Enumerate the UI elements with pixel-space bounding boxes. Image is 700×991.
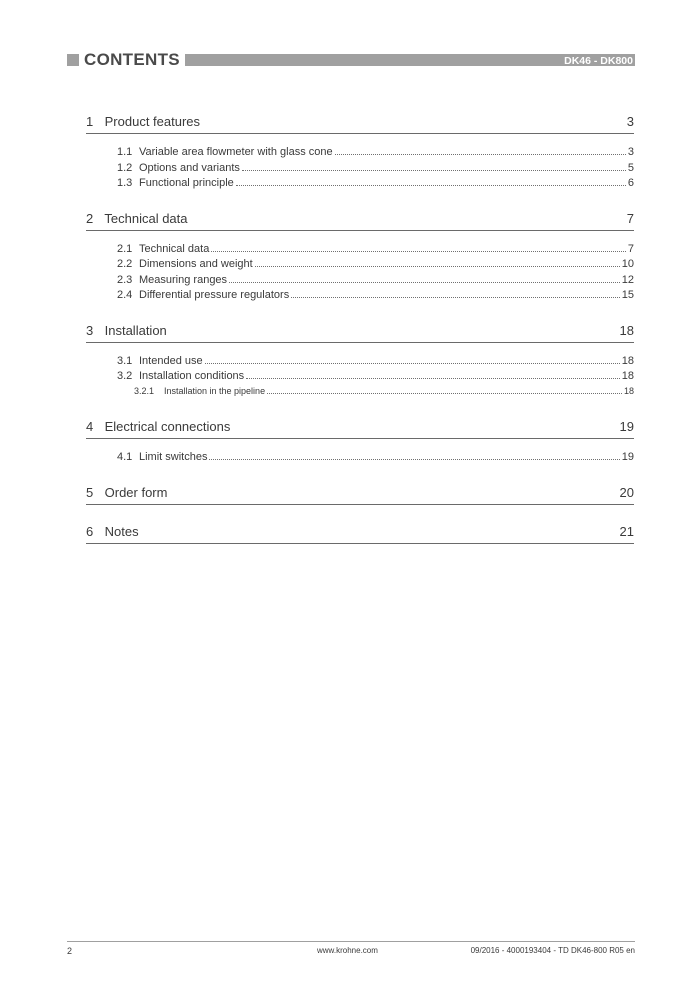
toc-section-number: 1.1	[117, 146, 133, 158]
page-footer	[67, 941, 635, 956]
toc-section-entry[interactable]	[86, 146, 634, 162]
toc-section-title: Intended use	[139, 354, 203, 367]
toc-section-entry[interactable]	[86, 243, 634, 259]
toc-section-number: 2.2	[117, 258, 133, 270]
toc-section-entry[interactable]	[86, 289, 634, 305]
toc-chapter-title: Product features	[104, 114, 201, 129]
page-header	[67, 52, 635, 68]
dot-leader	[291, 296, 620, 298]
toc-section-entry[interactable]	[86, 162, 634, 178]
toc-section-page: 6	[627, 177, 634, 189]
toc-section-entry[interactable]	[86, 274, 634, 290]
toc-section-page: 18	[623, 385, 634, 396]
dot-leader	[267, 392, 622, 394]
toc-chapter-page: 21	[619, 523, 634, 539]
toc-section-page: 12	[621, 273, 634, 286]
dot-leader	[205, 362, 620, 364]
footer-url[interactable]: www.krohne.com	[317, 946, 378, 955]
toc-section-page: 18	[621, 354, 634, 367]
toc-section-list	[86, 231, 634, 315]
toc-chapter-number: 2	[86, 210, 94, 226]
toc-section-page: 15	[621, 289, 634, 301]
toc-section-title: Variable area flowmeter with glass cone	[139, 146, 333, 158]
toc-section-entry[interactable]	[86, 177, 634, 193]
header-square-mark	[67, 54, 79, 66]
toc-chapter-heading	[86, 114, 200, 129]
toc-section-entry[interactable]	[86, 370, 634, 386]
chapter-spacer	[86, 505, 634, 516]
toc-section-list	[86, 439, 634, 477]
toc-section-list	[86, 134, 634, 203]
toc-section-page: 3	[627, 146, 634, 158]
toc-chapter-title: Electrical connections	[104, 419, 231, 434]
toc-chapter-heading	[86, 211, 188, 226]
toc-section-number: 3.2	[117, 370, 133, 382]
toc-section-number: 3.2.1	[134, 385, 155, 396]
header-bar	[185, 54, 635, 66]
toc-section-page: 5	[627, 161, 634, 174]
dot-leader	[242, 169, 626, 171]
toc-section-entry[interactable]	[86, 258, 634, 274]
dot-leader	[209, 458, 619, 460]
toc-chapter-entry[interactable]	[86, 106, 634, 134]
footer-document-id: 09/2016 - 4000193404 - TD DK46-800 R05 en	[470, 946, 635, 955]
toc-chapter-title: Technical data	[104, 210, 188, 226]
toc-section-page: 7	[627, 242, 634, 255]
toc-chapter	[86, 411, 634, 477]
dot-leader	[255, 265, 620, 267]
toc-chapter-title: Order form	[104, 484, 168, 500]
toc-section-entry[interactable]	[86, 451, 634, 467]
footer-page-number: 2	[67, 946, 73, 956]
page-title: CONTENTS	[84, 50, 180, 69]
toc-section-title: Installation conditions	[139, 370, 245, 382]
toc-chapter-entry[interactable]	[86, 203, 634, 231]
dot-leader	[229, 281, 620, 283]
toc-chapter-page: 3	[626, 114, 634, 129]
dot-leader	[211, 250, 626, 252]
toc-chapter-title: Installation	[104, 322, 167, 338]
toc-chapter	[86, 516, 634, 555]
toc-section-number: 1.3	[117, 177, 133, 189]
toc-chapter-number: 4	[86, 419, 94, 434]
toc-chapter-heading	[86, 485, 167, 500]
toc-chapter	[86, 106, 634, 203]
chapter-spacer	[86, 544, 634, 555]
toc-chapter	[86, 477, 634, 516]
toc-section-number: 2.1	[117, 242, 133, 255]
toc-chapter-number: 1	[86, 114, 94, 129]
toc-chapter-number: 6	[86, 523, 94, 539]
toc-section-title: Dimensions and weight	[139, 258, 253, 270]
toc-chapter-page: 19	[619, 419, 634, 434]
toc-section-title: Measuring ranges	[139, 273, 228, 286]
product-name: DK46 - DK800	[564, 55, 633, 67]
toc-section-number: 1.2	[117, 161, 133, 174]
toc-section-title: Options and variants	[139, 161, 240, 174]
toc-chapter-title: Notes	[104, 523, 139, 539]
toc-section-entry[interactable]	[86, 355, 634, 371]
toc-chapter-heading	[86, 419, 230, 434]
toc-section-number: 2.3	[117, 273, 133, 286]
dot-leader	[335, 153, 626, 155]
table-of-contents	[86, 106, 634, 555]
toc-chapter-number: 3	[86, 322, 94, 338]
toc-chapter-entry[interactable]	[86, 516, 634, 544]
toc-section-number: 2.4	[117, 289, 133, 301]
toc-section-number: 3.1	[117, 354, 133, 367]
toc-chapter-entry[interactable]	[86, 477, 634, 505]
toc-chapter	[86, 315, 634, 412]
toc-section-title: Differential pressure regulators	[139, 289, 290, 301]
dot-leader	[236, 184, 626, 186]
toc-chapter-page: 20	[619, 484, 634, 500]
toc-chapter-page: 18	[619, 322, 634, 338]
toc-section-title: Installation in the pipeline	[164, 385, 266, 396]
toc-chapter-page: 7	[626, 210, 634, 226]
toc-chapter-entry[interactable]	[86, 411, 634, 439]
toc-section-title: Technical data	[139, 242, 210, 255]
toc-section-page: 18	[621, 370, 634, 382]
toc-section-list	[86, 343, 634, 412]
toc-section-title: Functional principle	[139, 177, 234, 189]
toc-section-page: 10	[621, 258, 634, 270]
toc-section-entry[interactable]	[86, 386, 634, 402]
toc-chapter-number: 5	[86, 484, 94, 500]
toc-chapter-heading	[86, 323, 167, 338]
toc-section-title: Limit switches	[139, 451, 208, 463]
toc-section-number: 4.1	[117, 451, 133, 463]
dot-leader	[246, 377, 620, 379]
toc-section-page: 19	[621, 451, 634, 463]
toc-chapter-entry[interactable]	[86, 315, 634, 343]
toc-chapter-heading	[86, 524, 139, 539]
toc-chapter	[86, 203, 634, 315]
